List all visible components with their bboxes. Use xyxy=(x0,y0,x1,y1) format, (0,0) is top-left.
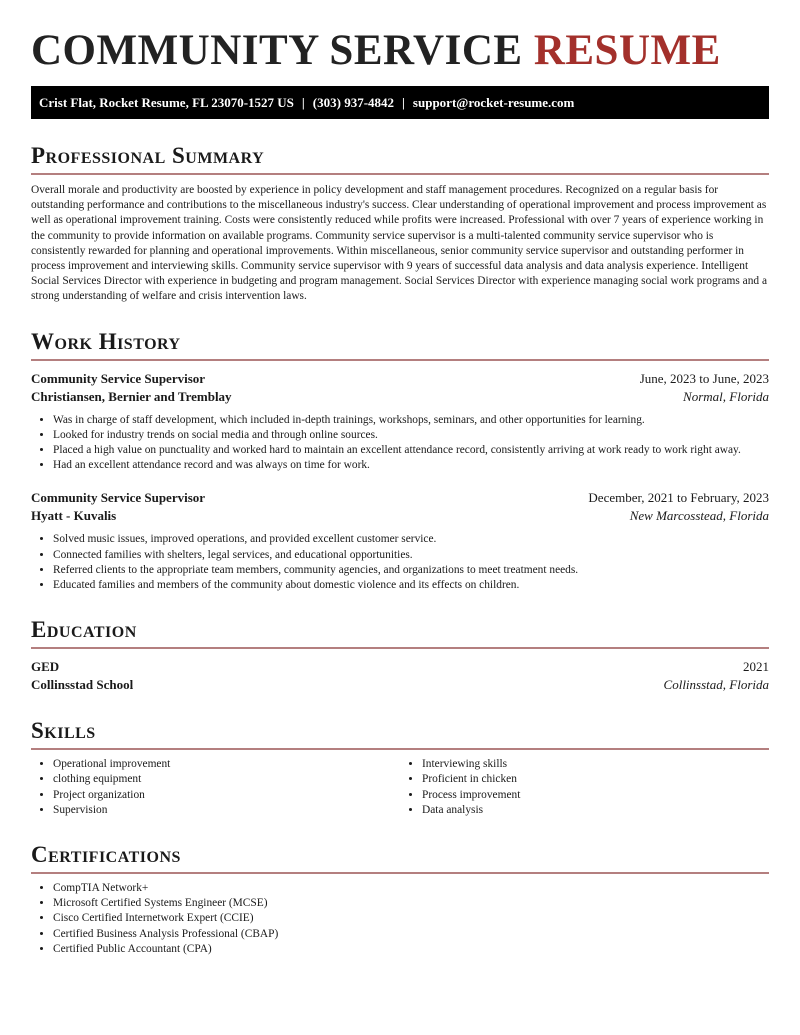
skill-item: • Project organization xyxy=(53,788,400,803)
education-entry xyxy=(31,658,769,694)
company: Hyatt - Kuvalis xyxy=(31,508,117,524)
skill-item: • Proficient in chicken xyxy=(422,772,769,787)
bullet-item: • Referred clients to the appropriate team members, community agencies, and organizations to meet treatment needs. xyxy=(53,563,769,578)
bullet-item: • Was in charge of staff development, which included in-depth trainings, workshops, seminars, and other opportunities for learning. xyxy=(53,413,769,428)
degree: GED xyxy=(31,659,60,675)
title-accent: RESUME xyxy=(533,27,721,74)
job-subheader xyxy=(31,388,769,406)
job-bullets xyxy=(31,413,769,474)
job-subheader xyxy=(31,507,769,525)
skill-item: • Interviewing skills xyxy=(422,757,769,772)
contact-address: Crist Flat, Rocket Resume, FL 23070-1527 US xyxy=(39,95,294,110)
bullet-item: • Connected families with shelters, legal services, and educational opportunities. xyxy=(53,548,769,563)
job-location: New Marcosstead, Florida xyxy=(629,508,769,524)
separator: | xyxy=(301,95,305,110)
section-heading-certifications: Certifications xyxy=(31,842,769,874)
certification-item: • Cisco Certified Internetwork Expert (CCIE) xyxy=(53,911,769,926)
contact-bar xyxy=(31,86,769,119)
skills-right xyxy=(400,757,769,818)
title-main: COMMUNITY SERVICE xyxy=(31,27,523,74)
contact-phone: (303) 937-4842 xyxy=(312,95,395,110)
job-header xyxy=(31,370,769,388)
certifications-list xyxy=(31,881,769,957)
bullet-item: • Placed a high value on punctuality and worked hard to maintain an excellent attendance record, consistently arriving at work ready to work right away. xyxy=(53,443,769,458)
job-dates: June, 2023 to June, 2023 xyxy=(639,370,769,386)
job-header xyxy=(31,489,769,507)
company: Christiansen, Bernier and Tremblay xyxy=(31,388,232,404)
bullet-item: • Educated families and members of the community about domestic violence and its effects on children. xyxy=(53,578,769,593)
job-title: Community Service Supervisor xyxy=(31,490,206,506)
job-location: Normal, Florida xyxy=(683,388,769,404)
job-title: Community Service Supervisor xyxy=(31,370,206,386)
resume-title xyxy=(31,28,769,74)
section-heading-education: Education xyxy=(31,617,769,649)
section-heading-summary: Professional Summary xyxy=(31,143,769,175)
certification-item: • Certified Public Accountant (CPA) xyxy=(53,942,769,957)
education-year: 2021 xyxy=(743,659,769,675)
certification-item: • Certified Business Analysis Professional (CBAP) xyxy=(53,927,769,942)
certification-item: • Microsoft Certified Systems Engineer (MCSE) xyxy=(53,896,769,911)
bullet-item: • Had an excellent attendance record and was always on time for work. xyxy=(53,458,769,473)
job-bullets xyxy=(31,532,769,593)
skills-list xyxy=(31,750,769,818)
education-location: Collinsstad, Florida xyxy=(663,677,769,693)
skill-item: • Process improvement xyxy=(422,788,769,803)
summary-text: Overall morale and productivity are boosted by experience in policy development and staff management procedures. Recognized on a regular basis for outstanding performance and contributions to the miscellaneous industry's success. Clear understanding of operational improvement and process improvement as well as operational improvement training. Costs were consistently reduced while profits were increased. Professional with over 7 years of experience working in the community to provide information on available programs. Community service supervisor is a multi-talented community service supervisor who is consistently rewarded for planning and operational improvements. Within miscellaneous, senior community service supervisor and outstanding performer in process improvement and interviewing skills. Community service supervisor with 9 years of successful data analysis and data analysis experience. Intelligent Social Services Director with experience in budgeting and program management. Social Services Director with experience managing social work programs and a strong understanding of welfare and crisis intervention laws. xyxy=(31,184,768,303)
bullet-item: • Solved music issues, improved operations, and provided excellent customer service. xyxy=(53,532,769,547)
certification-item: • CompTIA Network+ xyxy=(53,881,769,896)
skill-item: • clothing equipment xyxy=(53,772,400,787)
contact-email: support@rocket-resume.com xyxy=(412,95,575,110)
skill-item: • Data analysis xyxy=(422,803,769,818)
skill-item: • Operational improvement xyxy=(53,757,400,772)
section-heading-work: Work History xyxy=(31,329,769,361)
job-dates: December, 2021 to February, 2023 xyxy=(588,490,769,506)
skill-item: • Supervision xyxy=(53,803,400,818)
skills-left xyxy=(31,757,400,818)
separator: | xyxy=(402,95,405,110)
school: Collinsstad School xyxy=(31,677,134,693)
job-entry xyxy=(31,489,769,593)
job-entry xyxy=(31,370,769,474)
bullet-item: • Looked for industry trends on social media and through online sources. xyxy=(53,428,769,443)
section-heading-skills: Skills xyxy=(31,718,769,750)
